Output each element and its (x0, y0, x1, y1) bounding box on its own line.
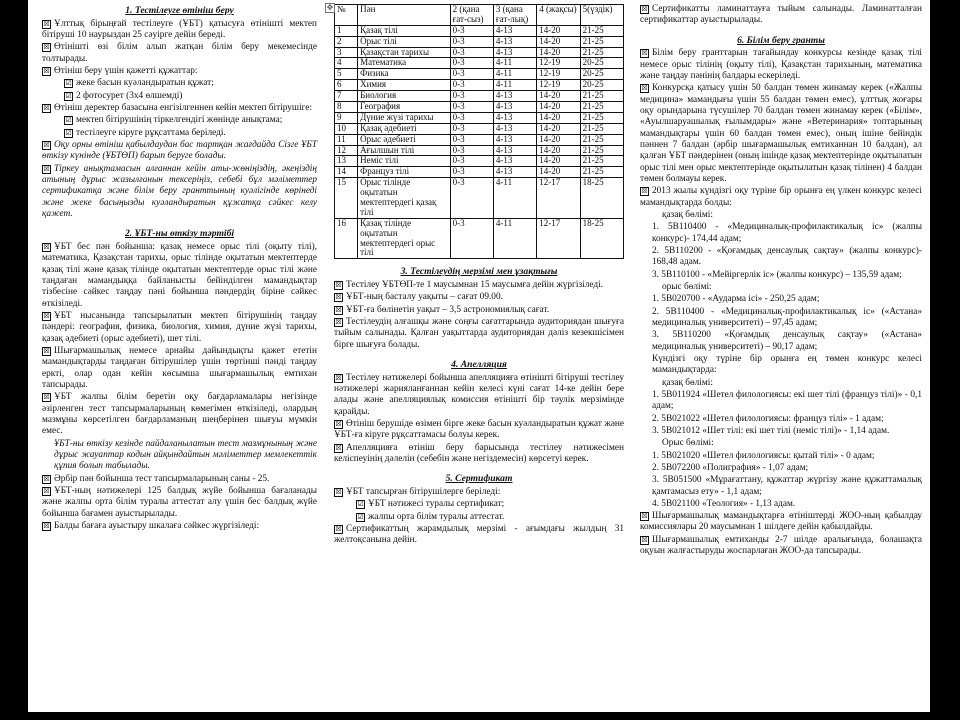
table-row (335, 145, 624, 156)
table-cell: 4-11 (493, 178, 536, 219)
table-row (335, 112, 624, 123)
checkbox-icon: ☒ (335, 420, 342, 429)
checkbox-icon: ☒ (43, 393, 50, 402)
table-cell: 4 (335, 58, 358, 69)
list-item: ☑ тестілеуге кіруге рұқсаттама беріледі. (65, 127, 226, 138)
table-cell: 6 (335, 80, 358, 91)
table-cell: 5 (335, 69, 358, 80)
checkbox-icon: ☒ (335, 525, 342, 534)
table-cell: 14-20 (537, 25, 580, 36)
table-row (335, 80, 624, 91)
list-item: 3. 5В051500 «Мұрағаттану, құжаттар жүргізу және құжаттамалық қамтамасыз ету» - 1,1 адам; (652, 475, 922, 497)
paragraph: ☒ ҰБТ тапсырған бітірушілерге беріледі: (335, 487, 501, 498)
table-cell: 12-17 (537, 178, 580, 219)
paragraph: ☒ Сертификатты ламинаттауға тыйым салынады. Ламинатталған сертификаттар ауыстырылады. (640, 4, 922, 26)
table-cell: 18-25 (580, 178, 623, 219)
paragraph: ☒ Балды бағаға ауыстыру шкалаға сәйкес жүргізіледі: (43, 520, 260, 531)
grade-scale-table (334, 4, 624, 259)
table-cell: География (358, 102, 450, 113)
section-title-grant: 6. Білім беру гранты (737, 34, 825, 46)
table-cell: 0-3 (450, 36, 493, 47)
paragraph: ☒ Шығармашылық мамандықтарға өтініштерді ЖОО-ның қабылдау комиссиялары 20 маусымнан 1 шілдеге дейін қабылдайды. (640, 511, 922, 533)
table-cell: 21-25 (580, 47, 623, 58)
checkbox-icon: ☒ (43, 486, 50, 495)
table-cell: 2 (335, 36, 358, 47)
list-item: 1. 5В110400 - «Медициналық-профилактикалық іс» (жалпы конкурс)- 174,44 адам; (652, 222, 922, 244)
paragraph: ☒ Білім беру гранттарын тағайындау конкурсы кезінде қазақ тілі немесе орыс тілінің (оқыту тілі), Қазақстан тарихының, математика және таңдау пәнінің балдары ескеріледі. (640, 48, 922, 82)
table-cell: 12-19 (537, 58, 580, 69)
paragraph: ☒ Шығармашылық емтиханды 2-7 шілде аралығында, болашақта оқуын жалғастыруды жоспарлаған ЖОО-да тапсырады. (640, 534, 922, 557)
table-cell: Неміс тілі (358, 156, 450, 167)
table-cell: Ағылшын тілі (358, 145, 450, 156)
checkbox-icon: ☒ (43, 474, 50, 483)
table-cell: 14-20 (537, 36, 580, 47)
table-cell: 21-25 (580, 145, 623, 156)
table-cell: 4-11 (493, 58, 536, 69)
checkbox-icon: ☒ (641, 187, 648, 196)
paragraph: ☒ Тестілеудің алғашқы және соңғы сағаттарында аудиториядан шығуға тыйым салынады. Қалған уақыттарда аудиториядан дәлiз кезекшісімен бірге шығуға болады. (334, 317, 624, 350)
table-cell: 21-25 (580, 134, 623, 145)
table-cell: 21-25 (580, 102, 623, 113)
table-cell: 0-3 (450, 145, 493, 156)
table-cell: 20-25 (580, 80, 623, 91)
table-cell: 3 (335, 47, 358, 58)
table-cell: Биология (358, 91, 450, 102)
table-cell: 14-20 (537, 123, 580, 134)
paragraph: ☒ Апелляцияға өтініш беру барысында тестілеу нәтижесімен келіспеуінің дәлелін (себебін және негіздемесін) көрсетуі керек. (334, 442, 624, 465)
table-cell: 4-13 (493, 36, 536, 47)
list-item: ☑ жалпы орта білім туралы аттестат. (357, 511, 505, 522)
column-3 (640, 4, 922, 558)
table-header-cell: Пән (358, 5, 450, 26)
table-row (335, 25, 624, 36)
paragraph: Күндізгі оқу түріне бір орынға ең төмен конкурс келесі мамандықтарда: (652, 353, 922, 376)
table-cell: 21-25 (580, 156, 623, 167)
table-cell: 12-19 (537, 69, 580, 80)
paragraph: ☒ 2013 жылы күндізгі оқу түріне бір орынға ең үлкен конкурс келесі мамандықтарда болды: (640, 186, 922, 208)
paragraph: ☒ Тестілеу ҰБТӨП-те 1 маусымнан 15 маусымға дейін жүргізіледі. (335, 280, 603, 291)
table-row (335, 91, 624, 102)
table-cell: Орыс әдебиеті (358, 134, 450, 145)
table-cell: 4-11 (493, 218, 536, 259)
section-title-timing: 3. Тестілеудің мерзімі мен ұзақтығы (400, 266, 558, 278)
table-row (335, 58, 624, 69)
table-cell: 0-3 (450, 123, 493, 134)
checkbox-icon: ☒ (335, 305, 342, 314)
table-cell: Химия (358, 80, 450, 91)
table-cell: 8 (335, 102, 358, 113)
checkbox-icon: ☒ (43, 521, 50, 530)
table-cell: 4-13 (493, 156, 536, 167)
table-cell: 13 (335, 156, 358, 167)
list-item: ☑ ҰБТ нәтижесі туралы сертификат; (357, 499, 505, 510)
table-cell: Математика (358, 58, 450, 69)
table-cell: 14-20 (537, 91, 580, 102)
table-cell: 4-13 (493, 91, 536, 102)
table-cell: 4-13 (493, 145, 536, 156)
list-item: 2. 5В072200 «Полиграфия» - 1,07 адам; (652, 462, 809, 473)
paragraph: ☒ ҰБТ бес пән бойынша: қазақ немесе орыс тілі (оқыту тілі), математика, Қазақстан тарихы, орыс тілінде оқытатын мектептерде қазақ тілі және қазақ тілінде оқытатын мектептерде орыс тілі және таңдаған мамандыққа байланысты бейінділген мамандықтар тізбесіне сәйкес таңдау пәні бойынша пәндердің біріне сәйкес өткізіледі. (42, 241, 317, 309)
checkmark-icon: ☑ (357, 500, 364, 509)
checkbox-icon: ☒ (43, 311, 50, 320)
table-header-cell: 5(үздік) (580, 5, 623, 26)
subheading: қазақ бөлімі: (662, 209, 713, 220)
paragraph: ☒ Тестілеу нәтижелері бойынша апелляцияға өтінішті бітіруші тестілеу нәтижелері жарияланғаннан кейін келесі күні сағат 14-ке дейін бере алады және апелляциялық комиссия өтінішті бір тәулік мерзімінде қарайды. (334, 372, 624, 417)
table-cell: Орыс тілінде оқытатын мектептердегі қазақ тілі (358, 178, 450, 219)
table-row (335, 218, 624, 259)
list-item: ☑ мектеп бітірушінің тіркелгендігі жөнінде анықтама; (65, 115, 283, 126)
table-cell: 12-17 (537, 218, 580, 259)
checkbox-icon: ☒ (43, 104, 50, 112)
table-cell: 0-3 (450, 134, 493, 145)
checkbox-icon: ☒ (43, 43, 50, 52)
column-1 (42, 4, 317, 533)
table-cell: 4-13 (493, 47, 536, 58)
paragraph: ☒ Өтініш деректер базасына енгізілгеннен кейін мектеп бітірушіге: (43, 103, 313, 113)
paragraph: ☒ ҰБТ-ның басталу уақыты – сағат 09.00. (335, 292, 503, 303)
table-cell: 21-25 (580, 123, 623, 134)
table-cell: 14-20 (537, 47, 580, 58)
table-cell: 18-25 (580, 218, 623, 259)
paragraph: ☒ ҰБТ-ға бөлінетін уақыт – 3,5 астрономиялық сағат. (335, 304, 550, 315)
paragraph: ☒ ҰБТ нысанында тапсырылатын мектеп бітірушінің таңдау пәндері: география, физика, биология, химия, дүние жүзі тарихы, қазақ әдебиеті (орыс әдебиеті), шет тілі. (42, 310, 317, 344)
paragraph: ☒ ҰБТ жалпы білім беретін оқу бағдарламалары негізінде әзірленген тест тапсырмаларының көмегімен өткізіледі, олардың мазмұны көрсетілген бағдарламаның шеңберінен шығуы мүмкін емес. (42, 392, 317, 437)
note-paragraph: ҰБТ-ны өткізу кезінде пайдаланылатын тест мазмұнының және дұрыс жауаптар кодын айқындайтын мәліметтер мемлекеттік құпия болып табылады. (54, 438, 317, 472)
paragraph: ☒ Конкурсқа қатысу үшін 50 балдан төмен жинамау керек («Жалпы медицина» мамандығы үшін 55 балдан төмен емес), ұлттық жоғары оқу орындарына түсушілер 70 балдан төмен жинамау керек («Білім», «Ауылшаруашылық ғылымдары» және «Ветеринария» топтарының мамандықтары үшін 60 балдан төмен емес), оның ішіне бейіндік пәннен 7 балдан (әрбір шығармашылық емтиханнан 10 балдан), ал қалған ҰБТ пәндерінен (оның ішінде қазақ мектептерінде оқытылатын орыс тілі мен орыс мектептерінде оқытылатын қазақ тілінен) 4 балдан төмен болмауы керек. (640, 83, 922, 184)
note-paragraph: ☒ Тіркеу анықтамасын алғаннан кейін аты-жөніңіздің, әкеңіздің атының дұрыс жазылғанын тексеріңіз, себебі бұл мәліметтер сертификатқа және білім беру гранттының куәлігінде көрінеді және жеке басыңызды куәландыратын құжатқа сәйкес келу қажет. (42, 163, 317, 219)
table-cell: 20-25 (580, 58, 623, 69)
table-cell: 1 (335, 25, 358, 36)
table-cell: Қазақ тілінде оқытатын мектептердегі орыс тілі (358, 218, 450, 259)
table-cell: 0-3 (450, 91, 493, 102)
checkbox-icon: ☒ (641, 49, 648, 58)
table-header-cell: 3 (қана ғат-лық) (493, 5, 536, 26)
table-cell: 12-19 (537, 80, 580, 91)
table-cell: 4-11 (493, 69, 536, 80)
list-item: 2. 5В110400 - «Медициналық-профилактикалық іс» («Астана» медициналық университеті) – 97,45 адам; (652, 306, 922, 328)
table-cell: 9 (335, 112, 358, 123)
table-cell: 14-20 (537, 134, 580, 145)
list-item: ☑ жеке басын куәландыратын құжат; (65, 78, 214, 89)
note-paragraph: ☒ Оқу орны өтініш қабылдаудан бас тартқан жағдайда Сізге ҰБТ өткізу күнінде (ҰБТӨП) барып беруге болады. (42, 139, 317, 162)
table-cell: 14-20 (537, 156, 580, 167)
checkbox-icon: ☒ (43, 164, 50, 173)
checkbox-icon: ☒ (335, 443, 342, 452)
list-item: 2. 5В110200 - «Қоғамдық денсаулық сақтау» (жалпы конкурс)- 168,48 адам. (652, 245, 922, 268)
checkbox-icon: ☒ (641, 5, 648, 13)
table-cell: 21-25 (580, 167, 623, 178)
table-cell: 14 (335, 167, 358, 178)
list-item: 1. 5В021020 «Шетел филологиясы: қытай тілі» - 0 адам; (652, 450, 875, 461)
table-cell: 0-3 (450, 58, 493, 69)
table-cell: 14-20 (537, 112, 580, 123)
table-row (335, 69, 624, 80)
table-cell: 21-25 (580, 36, 623, 47)
table-cell: 16 (335, 218, 358, 259)
table-cell: 4-13 (493, 134, 536, 145)
table-cell: 12 (335, 145, 358, 156)
paragraph: ☒ Әрбір пән бойынша тест тапсырмаларының саны - 25. (43, 473, 270, 484)
table-cell: 4-13 (493, 102, 536, 113)
list-item: ☑ 2 фотосурет (3х4 өлшемді) (65, 90, 183, 101)
checkbox-icon: ☒ (335, 293, 342, 302)
table-cell: 0-3 (450, 178, 493, 219)
table-header-cell: 2 (қана ғат-сыз) (450, 5, 493, 26)
list-item: 3. 5В110100 - «Мейіргерлік іс» (жалпы конкурс) – 135,59 адам; (652, 269, 902, 280)
table-cell: 21-25 (580, 25, 623, 36)
list-item: 3. 5В110200 «Қоғамдық денсаулық сақтау» («Астана» медициналық университеті) – 90,17 адам; (652, 330, 922, 352)
table-cell: 14-20 (537, 145, 580, 156)
checkmark-icon: ☑ (357, 512, 364, 521)
list-item: 1. 5В011924 «Шетел филологиясы: екі шет тілі (француз тілі)» - 0,1 адам; (652, 389, 922, 412)
table-row (335, 36, 624, 47)
subheading: қазақ бөлімі: (662, 377, 713, 388)
table-row (335, 102, 624, 113)
table-cell: 0-3 (450, 102, 493, 113)
table-cell: Дүние жүзі тарихы (358, 112, 450, 123)
table-row (335, 156, 624, 167)
paragraph: ☒ Ұлттық бірыңғай тестілеуге (ҰБТ) қатысуға өтінішті мектеп бітірушi 10 наурыздан 25 сәуірге дейін береді. (42, 18, 317, 41)
table-cell: Физика (358, 69, 450, 80)
checkbox-icon: ☒ (335, 488, 342, 497)
table-move-handle-icon[interactable]: ✥ (326, 3, 334, 12)
table-header-cell: № (335, 5, 358, 26)
table-header-cell: 4 (жақсы) (537, 5, 580, 26)
checkbox-icon: ☒ (335, 373, 342, 382)
checkmark-icon: ☑ (65, 116, 72, 125)
section-title-procedure: 2. ҰБТ-ны өткізу тәртібі (124, 228, 235, 240)
table-cell: 0-3 (450, 112, 493, 123)
table-cell: 0-3 (450, 47, 493, 58)
checkbox-icon: ☒ (43, 242, 50, 251)
table-cell: 21-25 (580, 91, 623, 102)
table-cell: Орыс тілі (358, 36, 450, 47)
checkbox-icon: ☒ (43, 346, 50, 355)
table-cell: 0-3 (450, 156, 493, 167)
table-cell: 11 (335, 134, 358, 145)
table-row (335, 178, 624, 219)
checkmark-icon: ☑ (65, 79, 72, 88)
list-item: 3. 5В021012 «Шет тілі: екі шет тілі (неміс тілі)» - 1,14 адам. (652, 425, 890, 436)
table-cell: Француз тілі (358, 167, 450, 178)
table-cell: 4-13 (493, 167, 536, 178)
table-cell: 4-13 (493, 123, 536, 134)
subheading: Орыс бөлімі: (662, 438, 714, 449)
table-cell: 4-11 (493, 80, 536, 91)
table-cell: Қазақ әдебиеті (358, 123, 450, 134)
table-cell: 15 (335, 178, 358, 219)
checkbox-icon: ☒ (641, 84, 648, 93)
table-cell: 0-3 (450, 167, 493, 178)
checkbox-icon: ☒ (43, 19, 50, 28)
table-cell: 4-13 (493, 25, 536, 36)
table-cell: Қазақстан тарихы (358, 47, 450, 58)
table-cell: 20-25 (580, 69, 623, 80)
checkmark-icon: ☑ (65, 91, 72, 100)
paragraph: ☒ Шығармашылық немесе арнайы дайындықты қажет ететін мамандықтарды таңдаған бітірушілер үшін төртінші пәнді таңдау еркті, олар одан кейін көсымша шығармашылық емтихан тапсырады. (42, 345, 317, 390)
table-row (335, 134, 624, 145)
table-cell: 14-20 (537, 102, 580, 113)
subheading: орыс бөлімі: (662, 281, 712, 292)
table-row (335, 47, 624, 58)
table-cell: 14-20 (537, 167, 580, 178)
table-cell: 21-25 (580, 112, 623, 123)
section-title-certificate: 5. Сертификат (445, 473, 513, 485)
table-header-row (335, 5, 624, 26)
checkbox-icon: ☒ (43, 67, 50, 76)
table-cell: 0-3 (450, 25, 493, 36)
paragraph: ☒ Сертификаттың жарамдылық мерзімі - ағымдағы жылдың 31 желтоқсанына дейін. (334, 524, 624, 546)
table-row (335, 167, 624, 178)
checkbox-icon: ☒ (43, 140, 50, 149)
table-cell: 10 (335, 123, 358, 134)
column-2 (326, 3, 624, 548)
table-cell: 4-13 (493, 112, 536, 123)
checkbox-icon: ☒ (335, 281, 342, 290)
checkmark-icon: ☑ (65, 128, 72, 137)
list-item: 4. 5В021100 «Теология» - 1,13 адам. (652, 498, 796, 509)
table-cell: Қазақ тілі (358, 25, 450, 36)
list-item: 1. 5В020700 - «Аударма ісі» - 250,25 адам; (652, 294, 820, 305)
table-cell: 0-3 (450, 218, 493, 259)
checkbox-icon: ☒ (641, 535, 648, 544)
table-cell: 0-3 (450, 80, 493, 91)
grade-table-wrapper (326, 3, 624, 259)
table-row (335, 123, 624, 134)
paragraph: ☒ Өтініш беру үшін қажетті құжаттар: (43, 66, 198, 77)
document-page (28, 0, 930, 712)
paragraph: ☒ Өтінішті өзі білім алып жатқан білім беру мекемесінде толтырады. (42, 42, 317, 64)
paragraph: ☒ Өтініш берушіде өзімен бірге жеке басын куәландыратын құжат және ҰБТ-ға кіруге рұқсаттамасы болуы керек. (334, 419, 624, 441)
section-title-appeal: 4. Апелляция (451, 359, 507, 371)
checkbox-icon: ☒ (641, 512, 648, 521)
table-cell: 0-3 (450, 69, 493, 80)
table-cell: 7 (335, 91, 358, 102)
list-item: 2. 5В021022 «Шетел филологиясы: француз тілі» - 1 адам; (652, 413, 884, 424)
checkbox-icon: ☒ (335, 318, 342, 327)
section-title-application: 1. Тестілеуге өтініш беру (125, 5, 234, 16)
paragraph: ☒ ҰБТ-ның нәтижелері 125 балдық жүйе бойынша бағаланады және жалпы орта білім туралы аттестат алу үшін бес балдық жүйе бойынша бағамен ауыстырылады. (42, 485, 317, 519)
